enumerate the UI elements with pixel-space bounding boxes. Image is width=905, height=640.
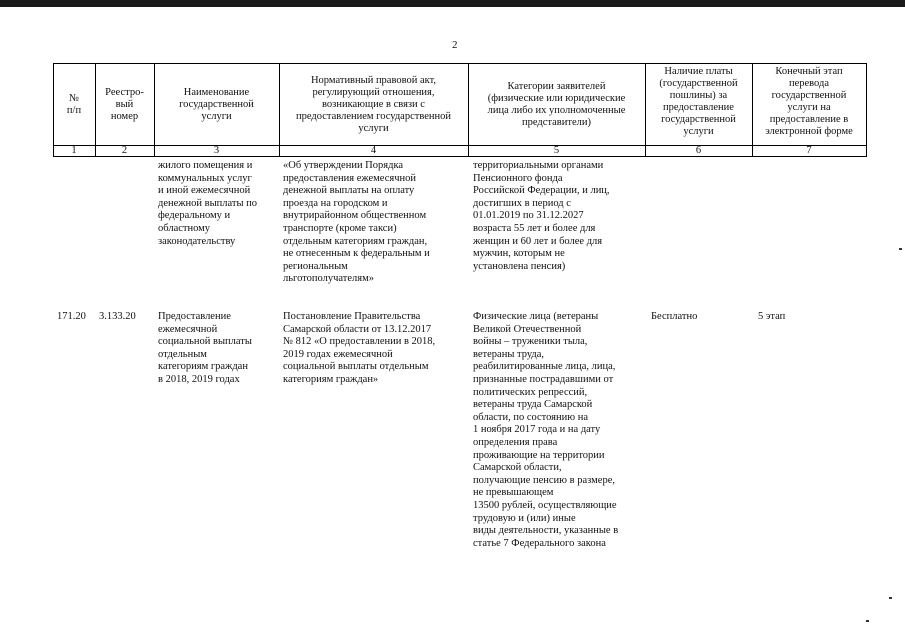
row-number: 171.20 [57,311,86,322]
header-col1: п/п [66,105,82,116]
column-number: 6 [695,145,702,156]
header-col7: государственной [771,90,847,101]
header-col5: Категории заявителей [507,81,606,92]
scan-mark [899,248,902,250]
header-col6: государственной [661,114,736,125]
header-col1: № [68,93,80,104]
header-col6: пошлины) за [669,90,728,101]
header-col7: Конечный этап [775,66,843,77]
header-col7: электронной форме [765,126,853,137]
column-number: 1 [71,145,77,156]
registry-number: 3.133.20 [99,311,136,322]
header-col7: перевода [788,78,830,89]
scan-mark [889,597,892,599]
page-number: 2 [452,39,458,51]
table-top-border [53,63,867,64]
service-name: Предоставление ежемесячной социальной выплаты отдельным категориям граждан в 2018, 2019 годах [158,311,252,385]
scan-mark [866,620,869,622]
header-col3: государственной [179,99,254,110]
header-col6: (государственной [659,78,738,89]
header-col4: услуги [358,123,389,134]
column-number: 3 [213,145,220,156]
continuation-service-name: жилого помещения и коммунальных услуг и иной ежемесячной денежной выплаты по федеральному и областному законодательству [158,160,258,247]
top-scan-border [0,0,905,7]
column-number: 7 [806,145,812,156]
column-number: 2 [121,145,128,156]
header-col6: предоставление [663,102,734,113]
header-col6: услуги [683,126,714,137]
header-col3: услуги [201,111,232,122]
header-col5: (физические или юридические [487,93,626,104]
header-col2: Реестро- [105,87,144,98]
header-col4: возникающие в связи с [322,99,425,110]
header-col3: Наименование [183,87,250,98]
header-col5: представители) [522,117,591,128]
header-col4: Нормативный правовой акт, [310,75,437,86]
header-col4: предоставлением государственной [295,111,451,122]
header-col4: регулирующий отношения, [312,87,435,98]
header-col6: Наличие платы [664,66,733,77]
column-border [866,63,867,157]
header-col7: предоставление в [769,114,849,125]
continuation-legal-act: «Об утверждении Порядка предоставления ежемесячной денежной выплаты на оплату проезда на городском и внутрирайонном общественном транспорте (кроме такси) отдельным категориям граждан, не отнесенным к федеральным и региональным льготополучателям» [283,160,430,285]
applicants: Физические лица (ветераны Великой Отечественной войны – труженики тыла, ветераны труда, реабилитированные лица, лица, признанные пострадавшими от политических репрессий, ветераны труда Самарской области, по состоянию на 1 ноября 2017 года и на дату определения права проживающие на территории Самарской области, получающие пенсию в размере, не превышающем 13500 рублей, осуществляющие трудовую и (или) иные виды деятельности, указанные в статье 7 Федерального закона [473,311,619,549]
column-number: 5 [553,145,560,156]
legal-act: Постановление Правительства Самарской области от 13.12.2017 № 812 «О предоставлении в 2018, 2019 годах ежемесячной социальной выплаты отдельным категориям граждан» [283,311,436,385]
fee: Бесплатно [651,311,698,322]
final-stage: 5 этап [758,311,786,322]
header-col2: вый [115,99,134,110]
header-col5: лица либо их уполномоченные [487,105,626,116]
header-col7: услуги на [787,102,831,113]
header-col2: номер [110,111,139,122]
continuation-applicants: территориальными органами Пенсионного фонда Российской Федерации, и лиц, достигших в период с 01.01.2019 по 31.12.2027 возраста 55 лет и более для женщин и 60 лет и более для мужчин, которым не установлена пенсия) [473,160,610,272]
column-number: 4 [370,145,377,156]
